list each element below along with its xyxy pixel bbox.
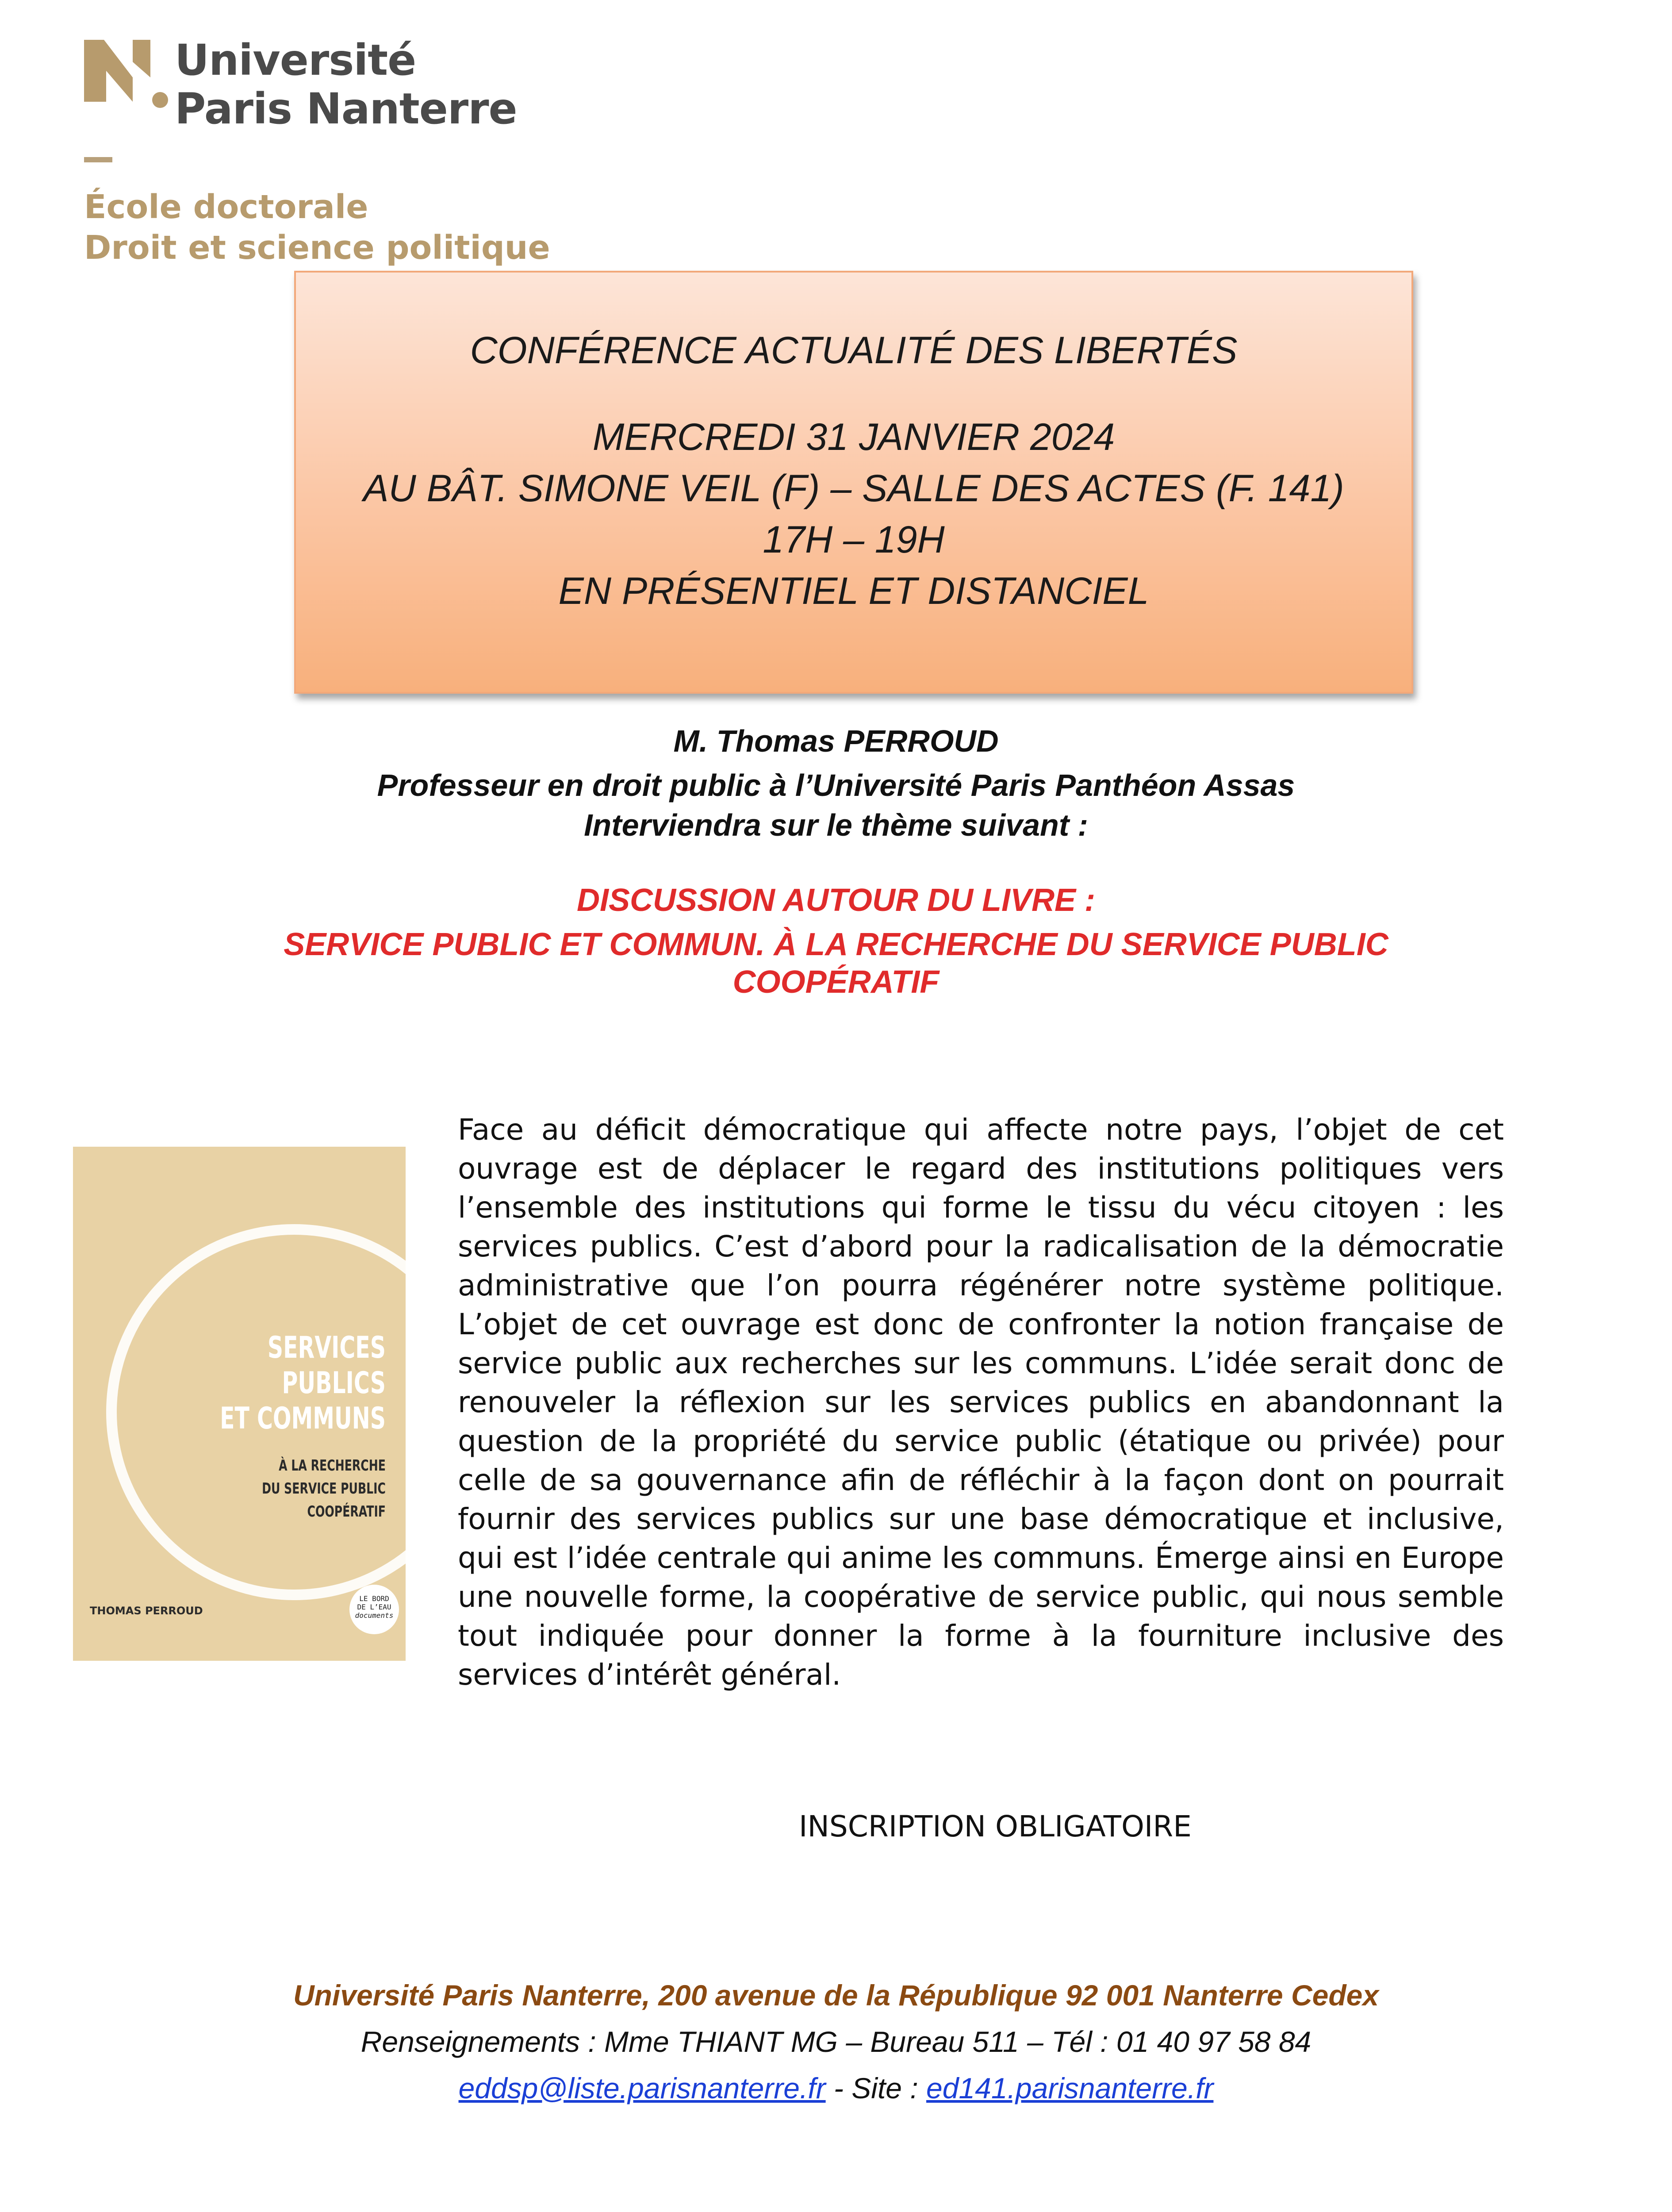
event-time: 17H – 19H	[763, 518, 945, 561]
speaker-name: M. Thomas PERROUD	[673, 724, 999, 758]
cover-title-line2: ET COMMUNS	[220, 1401, 386, 1436]
cover-subtitle-line1: À LA RECHERCHE	[279, 1457, 386, 1475]
event-date: MERCREDI 31 JANVIER 2024	[592, 416, 1115, 458]
event-place: AU BÂT. SIMONE VEIL (F) – SALLE DES ACTES (F. 141)	[363, 467, 1344, 510]
divider	[84, 157, 112, 162]
university-name-line2: Paris Nanterre	[175, 84, 517, 134]
footer-contact: Renseignements : Mme THIANT MG – Bureau 511 – Tél : 01 40 97 58 84	[360, 2025, 1312, 2058]
site-link[interactable]: ed141.parisnanterre.fr	[926, 2072, 1214, 2104]
event-banner	[294, 271, 1413, 694]
registration-notice: INSCRIPTION OBLIGATOIRE	[799, 1809, 1192, 1843]
cover-subtitle-line2: DU SERVICE PUBLIC COOPÉRATIF	[262, 1480, 386, 1521]
topic-line3: COOPÉRATIF	[732, 964, 940, 1000]
topic-line2: SERVICE PUBLIC ET COMMUN. À LA RECHERCHE DU SERVICE PUBLIC	[284, 927, 1388, 962]
event-title: CONFÉRENCE ACTUALITÉ DES LIBERTÉS	[470, 329, 1238, 372]
university-name-line1: Université	[175, 35, 416, 85]
publisher-line2: DE L’EAU	[357, 1603, 391, 1611]
publisher-logo	[349, 1585, 399, 1634]
cover-title-line1: SERVICES PUBLICS	[267, 1330, 386, 1401]
email-link[interactable]: eddsp@liste.parisnanterre.fr	[458, 2072, 826, 2104]
publisher-line1: LE BORD	[359, 1594, 389, 1603]
book-cover-image	[73, 1147, 406, 1661]
speaker-role: Professeur en droit public à l’Université Paris Panthéon Assas	[377, 768, 1295, 803]
cover-title	[195, 1330, 386, 1436]
footer-separator: - Site :	[825, 2072, 927, 2104]
speaker-intro: Interviendra sur le thème suivant :	[584, 808, 1088, 842]
school-name-line2: Droit et science politique	[84, 229, 550, 267]
book-description: Face au déficit démocratique qui affecte notre pays, l’objet de cet ouvrage est de déplacer le regard des institutions politiques vers l’ensemble des institutions qui forme le tissu du vécu citoyen : les services publics. C’est d’abord pour la radicalisation de la démocratie administrative que l’on pourra régénérer notre système politique. L’objet de cet ouvrage est donc de confronter la notion française de service public aux recherches sur les communs. L’idée serait donc de renouveler la réflexion sur les services publics en abandonnant la question de la propriété du service public (étatique ou privée) pour celle de sa gouvernance afin de réfléchir à la façon dont on pourrait fournir des services publics sur une base démocratique et inclusive, qui est l’idée centrale qui anime les communs. Émerge ainsi en Europe une nouvelle forme, la coopérative de service public, qui nous semble tout indiquée pour donner la forme à la fourniture inclusive des services d’intérêt général.	[458, 1113, 1504, 1692]
footer-links	[0, 2068, 1672, 2108]
cover-author: THOMAS PERROUD	[90, 1605, 203, 1617]
topic-line1: DISCUSSION AUTOUR DU LIVRE :	[576, 883, 1096, 918]
footer-address: Université Paris Nanterre, 200 avenue de la République 92 001 Nanterre Cedex	[293, 1979, 1379, 2012]
cover-subtitle	[189, 1454, 386, 1523]
school-name-line1: École doctorale	[84, 188, 368, 226]
event-mode: EN PRÉSENTIEL ET DISTANCIEL	[558, 570, 1149, 612]
university-logo	[80, 35, 522, 159]
publisher-line3: documents	[355, 1611, 394, 1620]
